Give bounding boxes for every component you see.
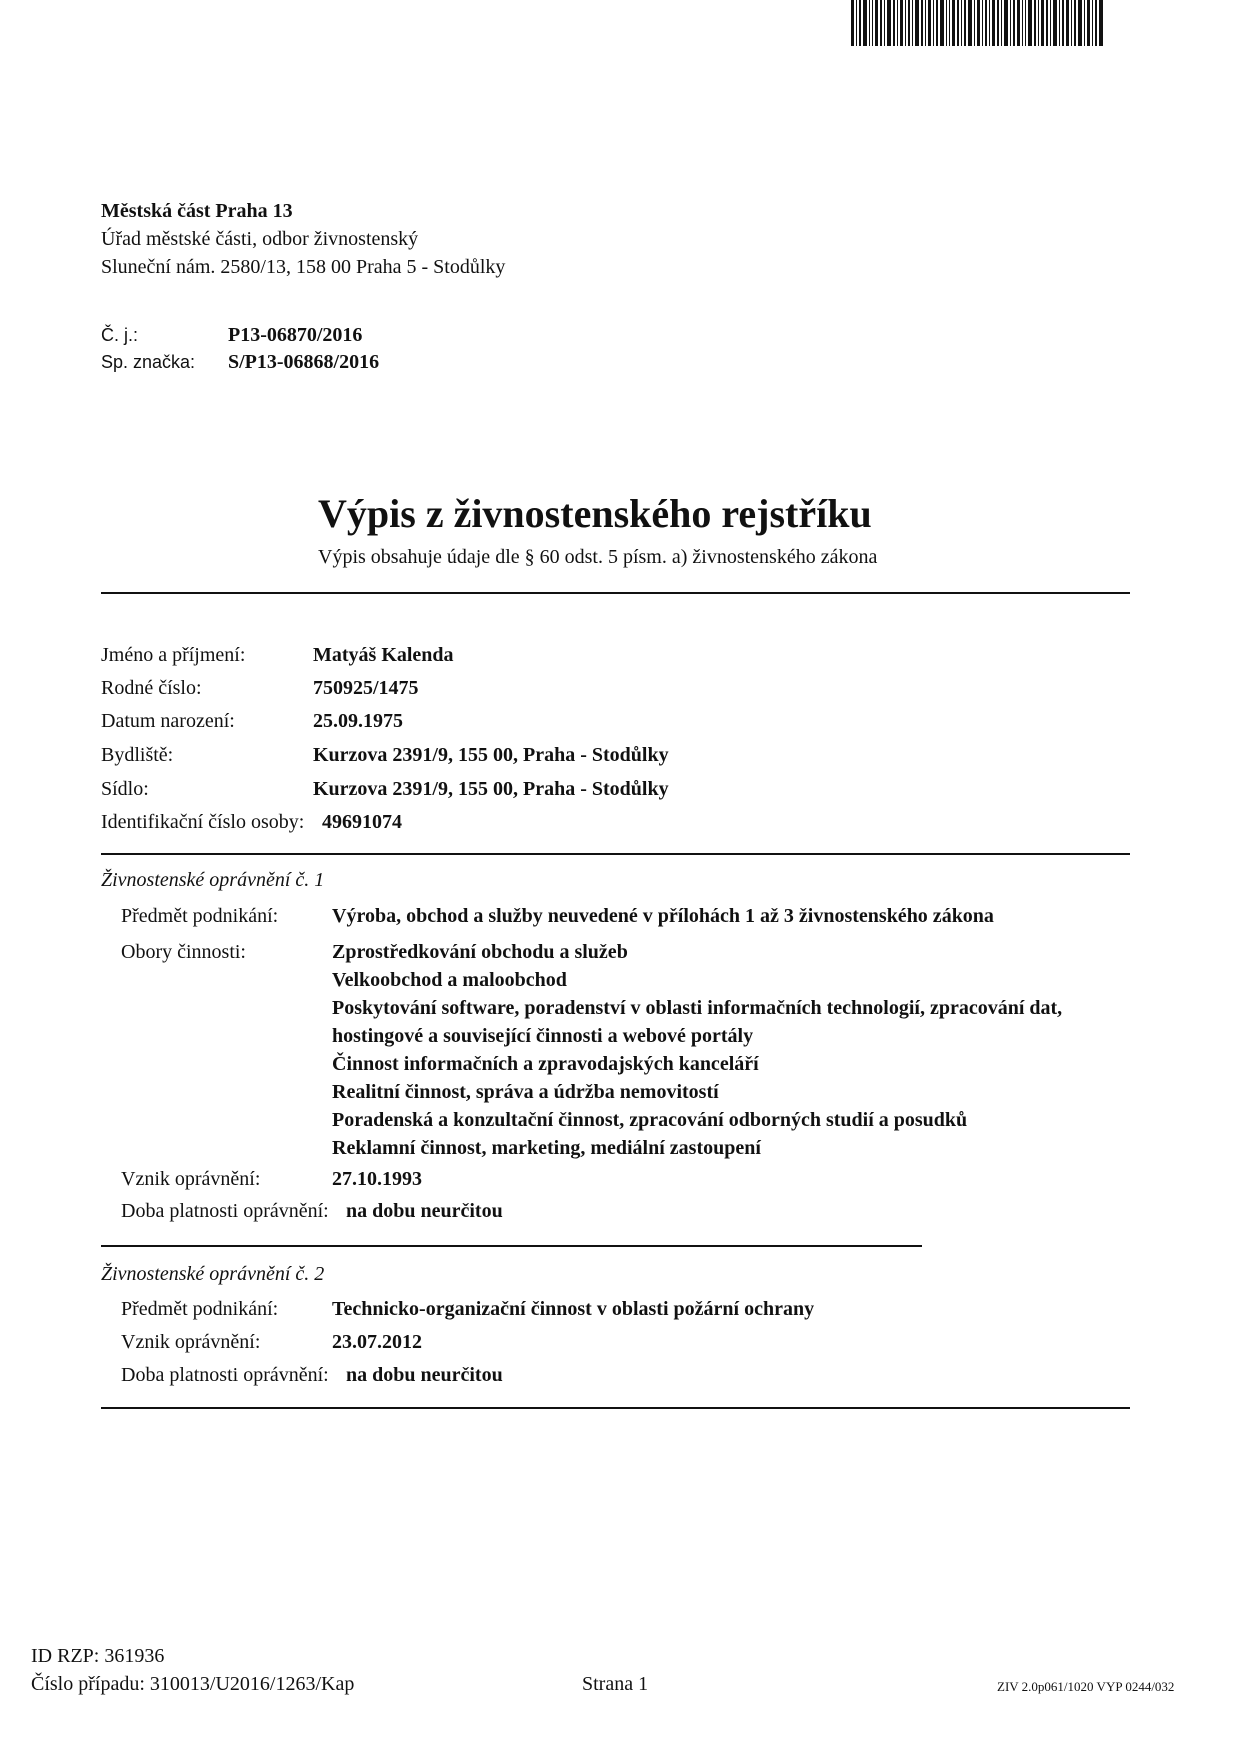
residence-label: Bydliště: — [101, 744, 174, 766]
license1-validity-label: Doba platnosti oprávnění: — [121, 1200, 329, 1222]
license1-field: Poradenská a konzultační činnost, zpracování odborných studií a posudků — [332, 1109, 968, 1131]
divider — [101, 1407, 1130, 1409]
license2-subject-label: Předmět podnikání: — [121, 1298, 279, 1320]
office-name: Městská část Praha 13 — [101, 200, 293, 222]
name-label: Jméno a příjmení: — [101, 644, 246, 666]
license1-subject-label: Předmět podnikání: — [121, 905, 279, 927]
sp-label: Sp. značka: — [101, 352, 196, 372]
sp-value: S/P13-06868/2016 — [228, 351, 380, 373]
barcode — [851, 0, 1130, 46]
office-department: Úřad městské části, odbor živnostenský — [101, 228, 419, 250]
license1-field: Reklamní činnost, marketing, mediální zastoupení — [332, 1137, 761, 1159]
residence-value: Kurzova 2391/9, 155 00, Praha - Stodůlky — [313, 744, 669, 766]
divider — [101, 853, 1130, 855]
name-value: Matyáš Kalenda — [313, 644, 454, 666]
license2-origin-value: 23.07.2012 — [332, 1331, 422, 1353]
license2-heading: Živnostenské oprávnění č. 2 — [101, 1263, 325, 1285]
license1-field: Zprostředkování obchodu a služeb — [332, 941, 628, 963]
license1-field: hostingové a související činnosti a webové portály — [332, 1025, 754, 1047]
license1-origin-label: Vznik oprávnění: — [121, 1168, 261, 1190]
rc-label: Rodné číslo: — [101, 677, 202, 699]
seat-label: Sídlo: — [101, 778, 149, 800]
dob-value: 25.09.1975 — [313, 710, 403, 732]
footer-rzp: ID RZP: 361936 — [31, 1645, 165, 1667]
license2-validity-value: na dobu neurčitou — [346, 1364, 503, 1386]
footer-page: Strana 1 — [582, 1673, 649, 1695]
cj-value: P13-06870/2016 — [228, 324, 363, 346]
license1-field: Činnost informačních a zpravodajských kanceláří — [332, 1053, 759, 1075]
page-title: Výpis z živnostenského rejstříku — [318, 491, 872, 536]
dob-label: Datum narození: — [101, 710, 235, 732]
seat-value: Kurzova 2391/9, 155 00, Praha - Stodůlky — [313, 778, 669, 800]
footer-case: Číslo případu: 310013/U2016/1263/Kap — [31, 1673, 355, 1695]
ico-label: Identifikační číslo osoby: — [101, 811, 305, 833]
license2-validity-label: Doba platnosti oprávnění: — [121, 1364, 329, 1386]
rc-value: 750925/1475 — [313, 677, 419, 699]
cj-label: Č. j.: — [101, 325, 139, 345]
license1-field: Velkoobchod a maloobchod — [332, 969, 567, 991]
office-address: Sluneční nám. 2580/13, 158 00 Praha 5 - Stodůlky — [101, 256, 506, 278]
license1-subject-value: Výroba, obchod a služby neuvedené v přílohách 1 až 3 živnostenského zákona — [332, 905, 994, 927]
license2-origin-label: Vznik oprávnění: — [121, 1331, 261, 1353]
divider — [101, 1245, 922, 1247]
license1-validity-value: na dobu neurčitou — [346, 1200, 503, 1222]
license1-fields-label: Obory činnosti: — [121, 941, 246, 963]
divider — [101, 592, 1130, 594]
ico-value: 49691074 — [322, 811, 402, 833]
license1-heading: Živnostenské oprávnění č. 1 — [101, 869, 325, 891]
license2-subject-value: Technicko-organizační činnost v oblasti požární ochrany — [332, 1298, 815, 1320]
license1-origin-value: 27.10.1993 — [332, 1168, 422, 1190]
license1-field: Poskytování software, poradenství v oblasti informačních technologií, zpracování dat, — [332, 997, 1063, 1019]
footer-code: ZIV 2.0p061/1020 VYP 0244/032 — [997, 1679, 1175, 1694]
page-subtitle: Výpis obsahuje údaje dle § 60 odst. 5 písm. a) živnostenského zákona — [318, 546, 878, 568]
license1-field: Realitní činnost, správa a údržba nemovitostí — [332, 1081, 719, 1103]
